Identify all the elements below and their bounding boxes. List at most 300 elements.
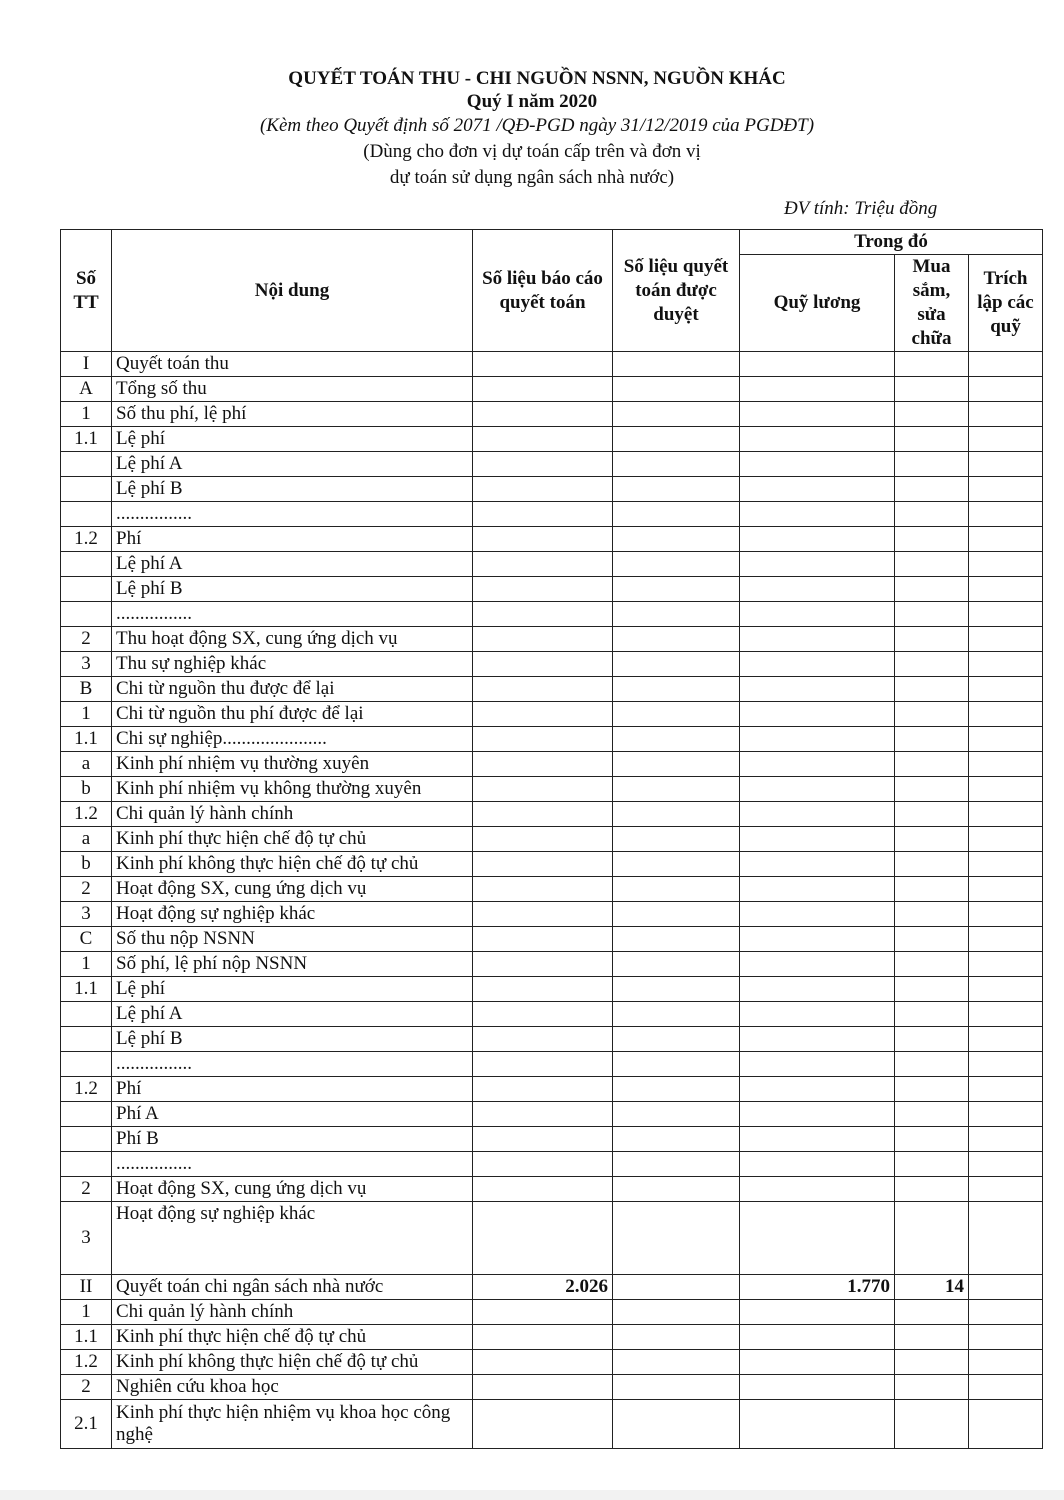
table-row bbox=[61, 1127, 1043, 1152]
row-stt bbox=[61, 577, 112, 602]
row-approved-value bbox=[613, 352, 740, 377]
row-stt: 1.2 bbox=[61, 1350, 112, 1375]
row-stt: 1 bbox=[61, 952, 112, 977]
table-row bbox=[61, 627, 1043, 652]
row-approved-value bbox=[613, 702, 740, 727]
row-content: Lệ phí B bbox=[112, 1027, 473, 1052]
col-header-salary-fund: Quỹ lương bbox=[740, 255, 895, 352]
row-stt: 1.1 bbox=[61, 427, 112, 452]
row-approved-value bbox=[613, 927, 740, 952]
row-salary-fund-value: 1.770 bbox=[740, 1275, 895, 1300]
row-funds-value bbox=[969, 377, 1043, 402]
row-purchase-value bbox=[895, 1077, 969, 1102]
row-reported-value bbox=[473, 402, 613, 427]
row-salary-fund-value bbox=[740, 452, 895, 477]
row-reported-value bbox=[473, 677, 613, 702]
table-body bbox=[61, 352, 1043, 1449]
row-approved-value bbox=[613, 1325, 740, 1350]
row-reported-value bbox=[473, 777, 613, 802]
row-content: Nghiên cứu khoa học bbox=[112, 1375, 473, 1400]
table-row bbox=[61, 677, 1043, 702]
row-content: Kinh phí nhiệm vụ thường xuyên bbox=[112, 752, 473, 777]
usage-note-line1: (Dùng cho đơn vị dự toán cấp trên và đơn vị bbox=[363, 141, 701, 162]
row-reported-value bbox=[473, 802, 613, 827]
row-approved-value bbox=[613, 677, 740, 702]
row-purchase-value bbox=[895, 477, 969, 502]
row-content: Kinh phí thực hiện nhiệm vụ khoa học công nghệ bbox=[112, 1400, 473, 1449]
table-row bbox=[61, 1275, 1043, 1300]
row-content: ................ bbox=[112, 1052, 473, 1077]
row-stt bbox=[61, 552, 112, 577]
row-funds-value bbox=[969, 502, 1043, 527]
row-reported-value bbox=[473, 602, 613, 627]
row-stt: 1.2 bbox=[61, 527, 112, 552]
table-row bbox=[61, 1077, 1043, 1102]
row-content: Quyết toán chi ngân sách nhà nước bbox=[112, 1275, 473, 1300]
row-purchase-value bbox=[895, 652, 969, 677]
table-row bbox=[61, 1052, 1043, 1077]
row-funds-value bbox=[969, 1400, 1043, 1449]
table-row bbox=[61, 1300, 1043, 1325]
row-salary-fund-value bbox=[740, 852, 895, 877]
row-funds-value bbox=[969, 1177, 1043, 1202]
table-row bbox=[61, 927, 1043, 952]
document-title: QUYẾT TOÁN THU - CHI NGUỒN NSNN, NGUỒN KHÁC bbox=[288, 68, 786, 89]
col-header-group: Trong đó bbox=[740, 230, 1043, 255]
row-approved-value bbox=[613, 402, 740, 427]
row-funds-value bbox=[969, 1300, 1043, 1325]
row-stt: b bbox=[61, 777, 112, 802]
row-purchase-value bbox=[895, 1127, 969, 1152]
row-funds-value bbox=[969, 952, 1043, 977]
row-approved-value bbox=[613, 802, 740, 827]
row-purchase-value bbox=[895, 1300, 969, 1325]
row-content: Lệ phí A bbox=[112, 552, 473, 577]
row-funds-value bbox=[969, 752, 1043, 777]
row-approved-value bbox=[613, 577, 740, 602]
row-stt: 2 bbox=[61, 1375, 112, 1400]
col-header-stt: Số TT bbox=[61, 230, 112, 352]
row-content: Tổng số thu bbox=[112, 377, 473, 402]
row-purchase-value bbox=[895, 902, 969, 927]
row-stt: b bbox=[61, 852, 112, 877]
row-purchase-value bbox=[895, 852, 969, 877]
row-salary-fund-value bbox=[740, 1102, 895, 1127]
col-header-approved: Số liệu quyết toán được duyệt bbox=[613, 230, 740, 352]
table-row bbox=[61, 827, 1043, 852]
row-stt bbox=[61, 1002, 112, 1027]
row-approved-value bbox=[613, 1102, 740, 1127]
row-salary-fund-value bbox=[740, 552, 895, 577]
col-header-funds: Trích lập các quỹ bbox=[969, 255, 1043, 352]
table-row bbox=[61, 902, 1043, 927]
row-salary-fund-value bbox=[740, 752, 895, 777]
row-funds-value bbox=[969, 927, 1043, 952]
usage-note-line2: dự toán sử dụng ngân sách nhà nước) bbox=[389, 167, 675, 188]
row-funds-value bbox=[969, 652, 1043, 677]
row-funds-value bbox=[969, 1127, 1043, 1152]
row-stt: 2 bbox=[61, 1177, 112, 1202]
row-reported-value bbox=[473, 1202, 613, 1275]
row-purchase-value bbox=[895, 452, 969, 477]
row-funds-value bbox=[969, 727, 1043, 752]
row-stt: 1.2 bbox=[61, 802, 112, 827]
row-reported-value bbox=[473, 627, 613, 652]
row-funds-value bbox=[969, 802, 1043, 827]
table-row bbox=[61, 1325, 1043, 1350]
row-reported-value: 2.026 bbox=[473, 1275, 613, 1300]
row-stt: 1.1 bbox=[61, 977, 112, 1002]
row-salary-fund-value bbox=[740, 802, 895, 827]
row-reported-value bbox=[473, 1350, 613, 1375]
settlement-table bbox=[60, 229, 1043, 1449]
row-stt bbox=[61, 1052, 112, 1077]
row-approved-value bbox=[613, 1127, 740, 1152]
row-reported-value bbox=[473, 577, 613, 602]
row-funds-value bbox=[969, 427, 1043, 452]
row-content: ................ bbox=[112, 602, 473, 627]
row-salary-fund-value bbox=[740, 1127, 895, 1152]
row-approved-value bbox=[613, 627, 740, 652]
row-stt: 3 bbox=[61, 652, 112, 677]
row-approved-value bbox=[613, 727, 740, 752]
table-row bbox=[61, 702, 1043, 727]
row-purchase-value bbox=[895, 752, 969, 777]
row-funds-value bbox=[969, 1350, 1043, 1375]
row-purchase-value: 14 bbox=[895, 1275, 969, 1300]
row-content: Hoạt động SX, cung ứng dịch vụ bbox=[112, 1177, 473, 1202]
table-row bbox=[61, 1202, 1043, 1275]
row-salary-fund-value bbox=[740, 827, 895, 852]
row-salary-fund-value bbox=[740, 427, 895, 452]
row-purchase-value bbox=[895, 377, 969, 402]
row-content: Số phí, lệ phí nộp NSNN bbox=[112, 952, 473, 977]
row-purchase-value bbox=[895, 427, 969, 452]
table-row bbox=[61, 527, 1043, 552]
row-stt bbox=[61, 1027, 112, 1052]
row-purchase-value bbox=[895, 977, 969, 1002]
row-funds-value bbox=[969, 1052, 1043, 1077]
row-salary-fund-value bbox=[740, 927, 895, 952]
table-row bbox=[61, 977, 1043, 1002]
row-approved-value bbox=[613, 852, 740, 877]
table-row bbox=[61, 802, 1043, 827]
row-purchase-value bbox=[895, 627, 969, 652]
row-stt: 1 bbox=[61, 702, 112, 727]
col-header-purchase: Mua sắm, sửa chữa bbox=[895, 255, 969, 352]
table-row bbox=[61, 427, 1043, 452]
row-funds-value bbox=[969, 1027, 1043, 1052]
row-purchase-value bbox=[895, 1027, 969, 1052]
table-row bbox=[61, 777, 1043, 802]
row-purchase-value bbox=[895, 802, 969, 827]
row-salary-fund-value bbox=[740, 1027, 895, 1052]
row-salary-fund-value bbox=[740, 1400, 895, 1449]
row-reported-value bbox=[473, 477, 613, 502]
row-purchase-value bbox=[895, 677, 969, 702]
row-content: Phí B bbox=[112, 1127, 473, 1152]
row-approved-value bbox=[613, 1275, 740, 1300]
row-funds-value bbox=[969, 577, 1043, 602]
row-reported-value bbox=[473, 527, 613, 552]
row-content: Kinh phí thực hiện chế độ tự chủ bbox=[112, 1325, 473, 1350]
row-purchase-value bbox=[895, 727, 969, 752]
row-content: Chi quản lý hành chính bbox=[112, 802, 473, 827]
row-purchase-value bbox=[895, 577, 969, 602]
row-purchase-value bbox=[895, 1102, 969, 1127]
row-content: Lệ phí A bbox=[112, 1002, 473, 1027]
page-edge bbox=[0, 1490, 1064, 1500]
row-purchase-value bbox=[895, 1052, 969, 1077]
row-content: Kinh phí không thực hiện chế độ tự chủ bbox=[112, 1350, 473, 1375]
row-funds-value bbox=[969, 702, 1043, 727]
row-salary-fund-value bbox=[740, 602, 895, 627]
row-reported-value bbox=[473, 427, 613, 452]
row-reported-value bbox=[473, 827, 613, 852]
table-row bbox=[61, 1102, 1043, 1127]
table-row bbox=[61, 477, 1043, 502]
row-approved-value bbox=[613, 902, 740, 927]
row-stt: A bbox=[61, 377, 112, 402]
row-reported-value bbox=[473, 552, 613, 577]
row-stt: 1.2 bbox=[61, 1077, 112, 1102]
row-stt: B bbox=[61, 677, 112, 702]
row-funds-value bbox=[969, 1375, 1043, 1400]
row-salary-fund-value bbox=[740, 1177, 895, 1202]
table-row bbox=[61, 877, 1043, 902]
col-header-reported: Số liệu báo cáo quyết toán bbox=[473, 230, 613, 352]
table-row bbox=[61, 652, 1043, 677]
row-approved-value bbox=[613, 1202, 740, 1275]
row-purchase-value bbox=[895, 402, 969, 427]
row-reported-value bbox=[473, 977, 613, 1002]
row-stt bbox=[61, 1152, 112, 1177]
row-reported-value bbox=[473, 1325, 613, 1350]
row-content: Lệ phí bbox=[112, 977, 473, 1002]
row-reported-value bbox=[473, 1300, 613, 1325]
row-funds-value bbox=[969, 827, 1043, 852]
row-funds-value bbox=[969, 1077, 1043, 1102]
row-stt bbox=[61, 452, 112, 477]
row-reported-value bbox=[473, 952, 613, 977]
row-funds-value bbox=[969, 852, 1043, 877]
row-funds-value bbox=[969, 352, 1043, 377]
row-content: Chi từ nguồn thu được để lại bbox=[112, 677, 473, 702]
row-content: Kinh phí thực hiện chế độ tự chủ bbox=[112, 827, 473, 852]
row-reported-value bbox=[473, 752, 613, 777]
row-salary-fund-value bbox=[740, 1077, 895, 1102]
row-reported-value bbox=[473, 1027, 613, 1052]
row-content: ................ bbox=[112, 502, 473, 527]
row-approved-value bbox=[613, 1300, 740, 1325]
row-approved-value bbox=[613, 527, 740, 552]
col-header-content: Nội dung bbox=[112, 230, 473, 352]
row-approved-value bbox=[613, 377, 740, 402]
row-content: Phí A bbox=[112, 1102, 473, 1127]
row-reported-value bbox=[473, 377, 613, 402]
row-approved-value bbox=[613, 1152, 740, 1177]
row-stt: 1 bbox=[61, 1300, 112, 1325]
row-content: Lệ phí A bbox=[112, 452, 473, 477]
row-content: ................ bbox=[112, 1152, 473, 1177]
table-row bbox=[61, 577, 1043, 602]
row-funds-value bbox=[969, 1325, 1043, 1350]
table-row bbox=[61, 452, 1043, 477]
row-salary-fund-value bbox=[740, 377, 895, 402]
table-row bbox=[61, 402, 1043, 427]
row-content: Quyết toán thu bbox=[112, 352, 473, 377]
row-content: Kinh phí nhiệm vụ không thường xuyên bbox=[112, 777, 473, 802]
row-purchase-value bbox=[895, 1350, 969, 1375]
row-content: Hoạt động SX, cung ứng dịch vụ bbox=[112, 877, 473, 902]
row-approved-value bbox=[613, 552, 740, 577]
row-approved-value bbox=[613, 452, 740, 477]
row-funds-value bbox=[969, 477, 1043, 502]
table-row bbox=[61, 377, 1043, 402]
row-funds-value bbox=[969, 602, 1043, 627]
row-approved-value bbox=[613, 1375, 740, 1400]
table-row bbox=[61, 552, 1043, 577]
row-approved-value bbox=[613, 1052, 740, 1077]
row-purchase-value bbox=[895, 952, 969, 977]
row-reported-value bbox=[473, 1375, 613, 1400]
row-content: Lệ phí B bbox=[112, 477, 473, 502]
table-row bbox=[61, 1400, 1043, 1449]
row-reported-value bbox=[473, 727, 613, 752]
row-funds-value bbox=[969, 1275, 1043, 1300]
row-purchase-value bbox=[895, 877, 969, 902]
row-funds-value bbox=[969, 1102, 1043, 1127]
row-purchase-value bbox=[895, 552, 969, 577]
row-funds-value bbox=[969, 877, 1043, 902]
row-reported-value bbox=[473, 1102, 613, 1127]
row-content: Lệ phí B bbox=[112, 577, 473, 602]
row-salary-fund-value bbox=[740, 1300, 895, 1325]
row-salary-fund-value bbox=[740, 777, 895, 802]
row-salary-fund-value bbox=[740, 1375, 895, 1400]
table-row bbox=[61, 1002, 1043, 1027]
row-content: Chi từ nguồn thu phí được để lại bbox=[112, 702, 473, 727]
row-reported-value bbox=[473, 702, 613, 727]
row-salary-fund-value bbox=[740, 877, 895, 902]
row-stt: 1 bbox=[61, 402, 112, 427]
row-approved-value bbox=[613, 502, 740, 527]
row-stt: a bbox=[61, 752, 112, 777]
row-purchase-value bbox=[895, 1375, 969, 1400]
row-approved-value bbox=[613, 977, 740, 1002]
row-approved-value bbox=[613, 1400, 740, 1449]
row-purchase-value bbox=[895, 927, 969, 952]
row-content: Phí bbox=[112, 1077, 473, 1102]
row-reported-value bbox=[473, 502, 613, 527]
row-purchase-value bbox=[895, 1325, 969, 1350]
row-stt bbox=[61, 477, 112, 502]
row-funds-value bbox=[969, 902, 1043, 927]
table-row bbox=[61, 1350, 1043, 1375]
row-purchase-value bbox=[895, 1152, 969, 1177]
row-reported-value bbox=[473, 902, 613, 927]
row-reported-value bbox=[473, 1077, 613, 1102]
row-funds-value bbox=[969, 1152, 1043, 1177]
row-reported-value bbox=[473, 652, 613, 677]
row-purchase-value bbox=[895, 827, 969, 852]
row-salary-fund-value bbox=[740, 577, 895, 602]
row-reported-value bbox=[473, 1400, 613, 1449]
row-reported-value bbox=[473, 1002, 613, 1027]
row-content: Thu sự nghiệp khác bbox=[112, 652, 473, 677]
row-salary-fund-value bbox=[740, 902, 895, 927]
row-reported-value bbox=[473, 452, 613, 477]
row-reported-value bbox=[473, 1177, 613, 1202]
row-salary-fund-value bbox=[740, 1325, 895, 1350]
document-subtitle: Quý I năm 2020 bbox=[466, 91, 598, 112]
row-reported-value bbox=[473, 1052, 613, 1077]
row-content: Hoạt động sự nghiệp khác bbox=[112, 1202, 473, 1275]
row-salary-fund-value bbox=[740, 952, 895, 977]
row-content: Số thu phí, lệ phí bbox=[112, 402, 473, 427]
row-approved-value bbox=[613, 752, 740, 777]
row-approved-value bbox=[613, 1027, 740, 1052]
row-approved-value bbox=[613, 1002, 740, 1027]
row-purchase-value bbox=[895, 1202, 969, 1275]
row-salary-fund-value bbox=[740, 677, 895, 702]
row-salary-fund-value bbox=[740, 1202, 895, 1275]
row-salary-fund-value bbox=[740, 1002, 895, 1027]
table-row bbox=[61, 602, 1043, 627]
row-stt: a bbox=[61, 827, 112, 852]
row-approved-value bbox=[613, 877, 740, 902]
table-row bbox=[61, 752, 1043, 777]
table-row bbox=[61, 502, 1043, 527]
row-reported-value bbox=[473, 1127, 613, 1152]
row-purchase-value bbox=[895, 1002, 969, 1027]
table-row bbox=[61, 352, 1043, 377]
row-funds-value bbox=[969, 977, 1043, 1002]
row-funds-value bbox=[969, 627, 1043, 652]
row-purchase-value bbox=[895, 352, 969, 377]
row-salary-fund-value bbox=[740, 652, 895, 677]
row-salary-fund-value bbox=[740, 1152, 895, 1177]
row-salary-fund-value bbox=[740, 627, 895, 652]
row-reported-value bbox=[473, 852, 613, 877]
table-row bbox=[61, 1177, 1043, 1202]
row-funds-value bbox=[969, 402, 1043, 427]
table-row bbox=[61, 952, 1043, 977]
row-approved-value bbox=[613, 652, 740, 677]
table-row bbox=[61, 727, 1043, 752]
row-approved-value bbox=[613, 1177, 740, 1202]
row-salary-fund-value bbox=[740, 527, 895, 552]
row-reported-value bbox=[473, 352, 613, 377]
row-reported-value bbox=[473, 927, 613, 952]
row-funds-value bbox=[969, 527, 1043, 552]
row-purchase-value bbox=[895, 702, 969, 727]
row-funds-value bbox=[969, 1002, 1043, 1027]
document-header bbox=[0, 66, 1064, 191]
row-stt: II bbox=[61, 1275, 112, 1300]
unit-label: ĐV tính: Triệu đồng bbox=[784, 198, 938, 219]
row-approved-value bbox=[613, 477, 740, 502]
row-stt: I bbox=[61, 352, 112, 377]
row-approved-value bbox=[613, 827, 740, 852]
row-content: Thu hoạt động SX, cung ứng dịch vụ bbox=[112, 627, 473, 652]
row-funds-value bbox=[969, 552, 1043, 577]
row-stt: 2.1 bbox=[61, 1400, 112, 1449]
row-approved-value bbox=[613, 427, 740, 452]
row-stt: 3 bbox=[61, 1202, 112, 1275]
row-reported-value bbox=[473, 1152, 613, 1177]
row-funds-value bbox=[969, 452, 1043, 477]
